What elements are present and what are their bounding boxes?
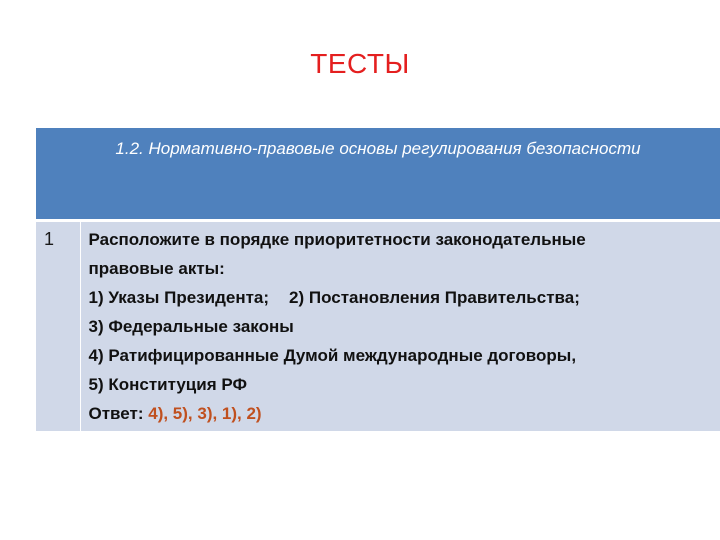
table-row [36, 220, 720, 431]
question-text-line1: Расположите в порядке приоритетности законодательные [88, 229, 586, 249]
option-2: 2) Постановления Правительства; [289, 287, 580, 307]
option-5: 5) Конституция РФ [88, 374, 247, 394]
option-4: 4) Ратифицированные Думой международные договоры, [88, 345, 577, 365]
answer-value: 4), 5), 3), 1), 2) [148, 403, 262, 423]
table-header-row [36, 128, 720, 220]
slide-title: ТЕСТЫ [310, 48, 410, 79]
answer-label: Ответ: [88, 403, 144, 423]
question-number: 1 [36, 220, 80, 431]
test-table [36, 128, 720, 431]
answer-line [89, 399, 711, 428]
option-1: 1) Указы Президента; [88, 287, 270, 307]
question-text-line2: правовые акты: [88, 258, 225, 278]
option-row-1-2 [89, 283, 711, 312]
option-3: 3) Федеральные законы [88, 316, 294, 336]
section-header: 1.2. Нормативно-правовые основы регулирования безопасности [36, 128, 720, 220]
question-cell [80, 220, 720, 431]
